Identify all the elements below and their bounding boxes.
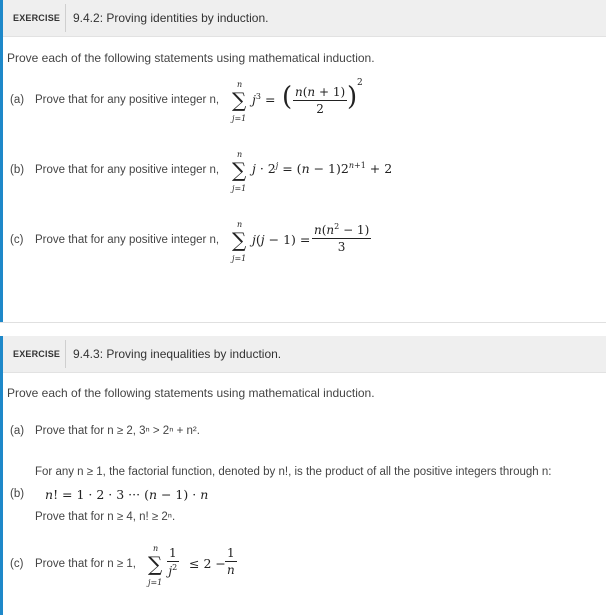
exercise-header (3, 336, 606, 373)
item-a-label: (a) (10, 94, 25, 106)
item-c-text: Prove that for n ≥ 1, (35, 558, 136, 570)
exercise-title: 9.4.2: Proving identities by induction. (73, 11, 269, 25)
exercise-title: 9.4.3: Proving inequalities by induction. (73, 347, 282, 361)
item-b-label: (b) (10, 488, 25, 500)
exercise-intro: Prove each of the following statements using mathematical induction. (7, 386, 375, 400)
item-b-line1: For any n ≥ 1, the factorial function, denoted by n!, is the product of all the positive integers through n: (35, 466, 552, 478)
factorial-formula: n! = 1 · 2 · 3 ··· (n − 1) · n (45, 487, 209, 502)
section-separator (0, 322, 606, 323)
exercise-tag: EXERCISE (13, 349, 61, 359)
item-c-label: (c) (10, 558, 24, 570)
exercise-intro: Prove each of the following statements using mathematical induction. (7, 51, 375, 65)
exercise-tag: EXERCISE (13, 13, 61, 23)
item-a-text: Prove that for n ≥ 2, 3ⁿ > 2ⁿ + n². (35, 425, 200, 437)
item-a-text: Prove that for any positive integer n, (35, 94, 220, 106)
item-b-line3: Prove that for n ≥ 4, n! ≥ 2ⁿ. (35, 511, 176, 523)
exercise-header (3, 0, 606, 37)
item-a-label: (a) (10, 425, 25, 437)
item-b-text: Prove that for any positive integer n, (35, 164, 220, 176)
item-b-label: (b) (10, 164, 25, 176)
item-c-text: Prove that for any positive integer n, (35, 234, 220, 246)
header-divider (65, 4, 66, 32)
header-divider (65, 340, 66, 368)
item-c-label: (c) (10, 234, 24, 246)
